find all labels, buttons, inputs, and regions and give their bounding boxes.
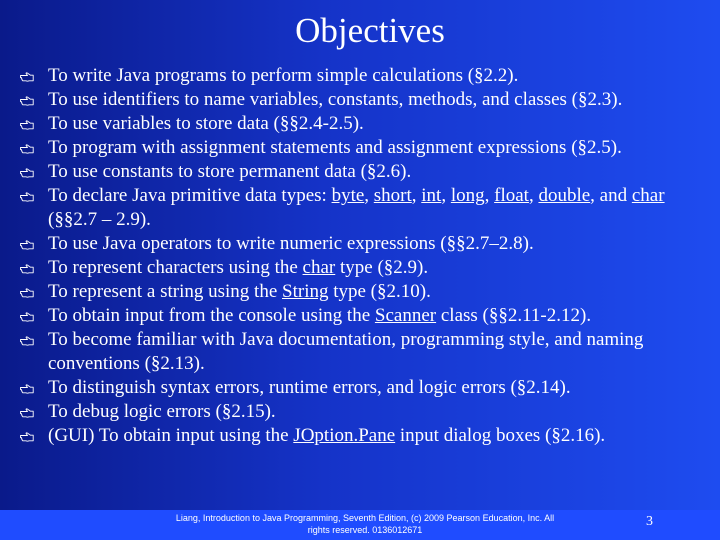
pointing-hand-icon <box>20 304 48 328</box>
pointing-hand-icon <box>20 88 48 112</box>
objective-item <box>20 88 700 112</box>
objective-text: To declare Java primitive data types: byte, short, int, long, float, double, and char (§§2.7 – 2.9). <box>48 185 665 230</box>
objective-item <box>20 256 700 280</box>
pointing-hand-icon <box>20 184 48 208</box>
objective-text: To program with assignment statements and assignment expressions (§2.5). <box>48 137 622 158</box>
objective-item <box>20 328 700 376</box>
footer-copyright <box>130 512 600 536</box>
objective-text: To distinguish syntax errors, runtime errors, and logic errors (§2.14). <box>48 377 571 398</box>
objective-item <box>20 304 700 328</box>
objectives-list <box>20 64 700 448</box>
pointing-hand-icon <box>20 160 48 184</box>
slide-title: Objectives <box>295 11 445 50</box>
objective-item <box>20 184 700 232</box>
objective-text: To write Java programs to perform simple calculations (§2.2). <box>48 65 519 86</box>
pointing-hand-icon <box>20 136 48 160</box>
footer-line-2: rights reserved. 0136012671 <box>307 525 423 535</box>
objective-text: To debug logic errors (§2.15). <box>48 401 276 422</box>
pointing-hand-icon <box>20 256 48 280</box>
pointing-hand-icon <box>20 424 48 448</box>
objective-text: To use identifiers to name variables, constants, methods, and classes (§2.3). <box>48 89 623 110</box>
pointing-hand-icon <box>20 280 48 304</box>
objective-text: To use constants to store permanent data (§2.6). <box>48 161 412 182</box>
objective-item <box>20 280 700 304</box>
objective-text: To use variables to store data (§§2.4-2.5). <box>48 113 364 134</box>
objective-item <box>20 424 700 448</box>
objective-item <box>20 376 700 400</box>
objective-text: To represent a string using the String type (§2.10). <box>48 281 431 302</box>
objective-item <box>20 136 700 160</box>
objective-text: (GUI) To obtain input using the JOption.Pane input dialog boxes (§2.16). <box>48 425 606 446</box>
objective-text: To represent characters using the char type (§2.9). <box>48 257 429 278</box>
pointing-hand-icon <box>20 112 48 136</box>
objective-item <box>20 160 700 184</box>
page-number: 3 <box>646 514 653 529</box>
objective-item <box>20 400 700 424</box>
pointing-hand-icon <box>20 376 48 400</box>
objective-item <box>20 64 700 88</box>
objective-text: To become familiar with Java documentation, programming style, and naming conventions (§2.13). <box>48 329 644 374</box>
pointing-hand-icon <box>20 64 48 88</box>
objective-item <box>20 112 700 136</box>
pointing-hand-icon <box>20 328 48 352</box>
objective-item <box>20 232 700 256</box>
pointing-hand-icon <box>20 232 48 256</box>
pointing-hand-icon <box>20 400 48 424</box>
objective-text: To use Java operators to write numeric expressions (§§2.7–2.8). <box>48 233 534 254</box>
footer-line-1: Liang, Introduction to Java Programming, Seventh Edition, (c) 2009 Pearson Education, Inc. All <box>175 513 555 523</box>
objective-text: To obtain input from the console using the Scanner class (§§2.11-2.12). <box>48 305 592 326</box>
